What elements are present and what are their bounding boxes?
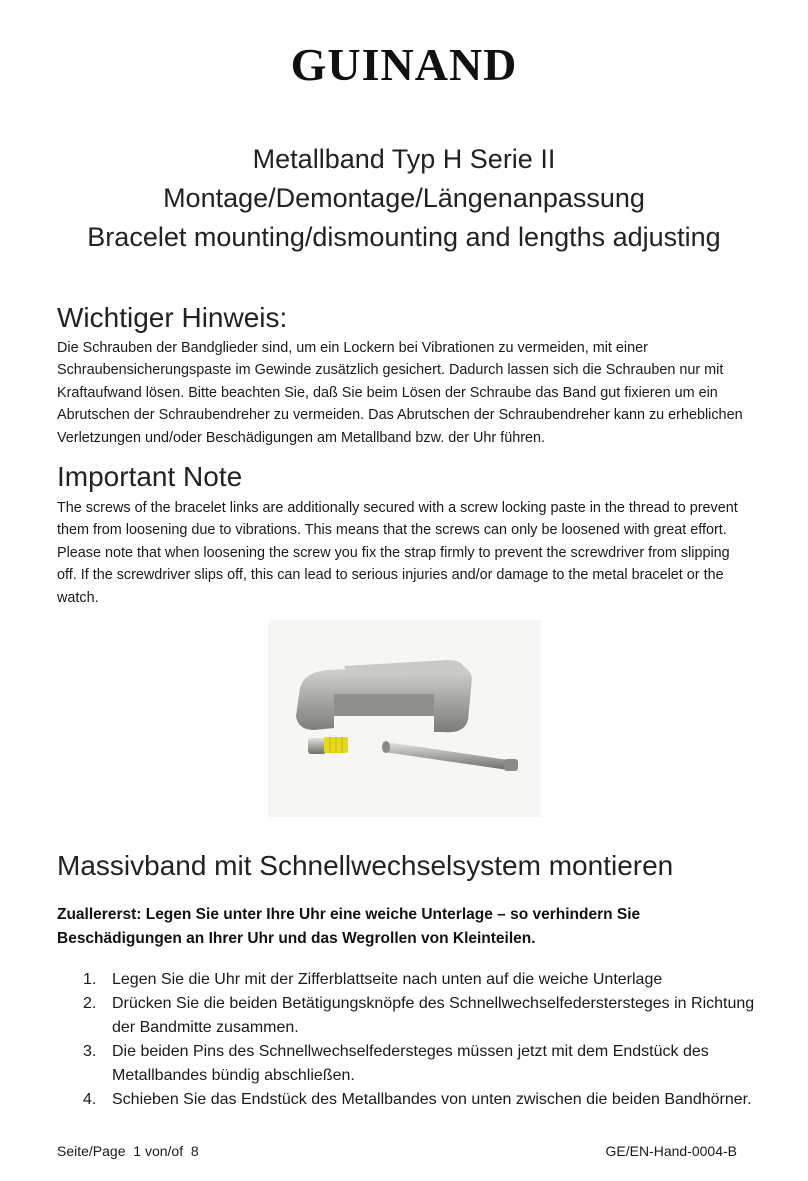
step-number: 2. (83, 995, 97, 1012)
title-line-1: Metallband Typ H Serie II (252, 144, 556, 174)
page-number: Seite/Page 1 von/of 8 (57, 1143, 199, 1159)
bracelet-link-shape (296, 660, 472, 732)
paragraph-important-de: Die Schrauben der Bandglieder sind, um ein Lockern bei Vibrationen zu vermeiden, mit einer Schraubensicherungspaste im Gewinde zusätzlich gesichert. Dadurch lassen sich die Schrauben nur mit Kraftaufwand lösen. Bitte beachten Sie, daß Sie beim Lösen der Schraube das Band gut fixieren um ein Abrutschen der Schraubendreher zu vermeiden. Das Abrutschen der Schraubendreher kann zu erheblichen Verletzungen und/oder Beschädigungen am Metallband bzw. der Uhr führen. (57, 340, 743, 446)
title-line-3: Bracelet mounting/dismounting and lengths adjusting (87, 222, 721, 252)
brand-logo (0, 30, 808, 95)
heading-important-de: Wichtiger Hinweis: (57, 302, 288, 333)
paragraph-important-en: The screws of the bracelet links are additionally secured with a screw locking paste in the thread to prevent them from loosening due to vibrations. This means that the screws can only be loosened with great effort. Please note that when loosening the screw you fix the strap firmly to prevent the screwdriver from slipping off. If the screwdriver slips off, this can lead to serious injuries and/or damage to the metal bracelet or the watch. (57, 500, 738, 606)
step-text: Drücken Sie die beiden Betätigungsknöpfe des Schnellwechselfederstersteges in Richtung der Bandmitte zusammen. (112, 995, 755, 1036)
guinand-logo-graphic (254, 30, 554, 90)
heading-section-mounting: Massivband mit Schnellwechselsystem montieren (57, 850, 674, 881)
step-number: 1. (83, 971, 97, 988)
bold-note-soft-pad: Zuallererst: Legen Sie unter Ihre Uhr eine weiche Unterlage – so verhindern Sie Beschädigungen an Ihrer Uhr und das Wegrollen von Kleinteilen. (57, 906, 641, 947)
step-text: Die beiden Pins des Schnellwechselfedersteges müssen jetzt mit dem Endstück des Metallbandes bündig abschließen. (112, 1043, 709, 1084)
list-item (57, 992, 757, 1040)
step-number: 3. (83, 1043, 97, 1060)
document-id: GE/EN-Hand-0004-B (605, 1143, 737, 1159)
document-title (0, 140, 808, 257)
title-line-2: Montage/Demontage/Längenanpassung (163, 183, 645, 213)
list-item (57, 968, 757, 992)
logo-text: GUINAND (290, 39, 518, 90)
list-item (57, 1040, 757, 1088)
step-text: Legen Sie die Uhr mit der Zifferblattseite nach unten auf die weiche Unterlage (112, 971, 663, 988)
step-number: 4. (83, 1091, 97, 1108)
steps-list (57, 968, 757, 1112)
list-item (57, 1088, 757, 1112)
bracelet-link-photo (268, 620, 541, 817)
screw-shape (308, 737, 348, 754)
heading-important-en: Important Note (57, 461, 243, 492)
step-text: Schieben Sie das Endstück des Metallbandes von unten zwischen die beiden Bandhörner. (112, 1091, 752, 1108)
pin-shape (382, 741, 518, 771)
